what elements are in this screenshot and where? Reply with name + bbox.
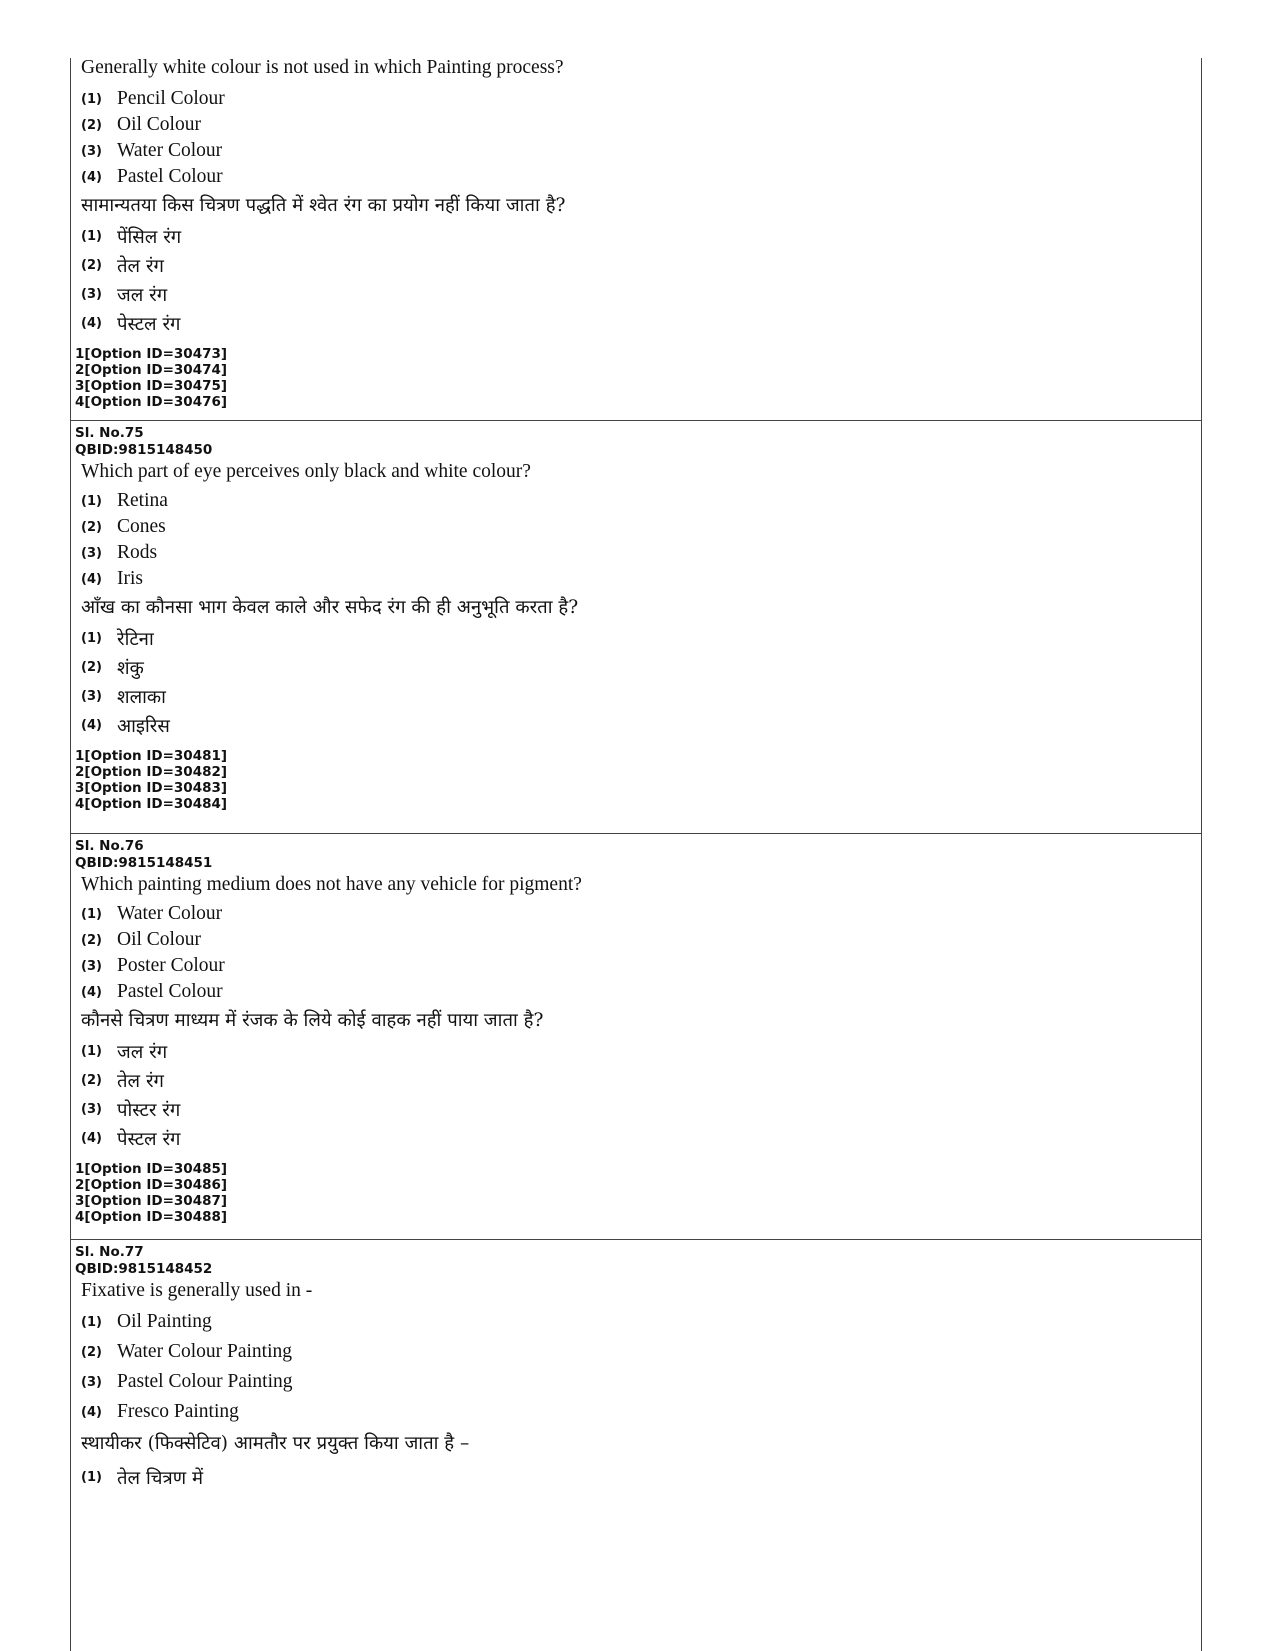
option-number: (4): [81, 571, 102, 587]
option-text: जल रंग: [117, 285, 168, 306]
option-en-3: [81, 1367, 1201, 1397]
option-text: Pastel Colour: [117, 981, 223, 1002]
option-id: 3[Option ID=30475]: [75, 378, 228, 394]
option-hi-2: [81, 1066, 1201, 1095]
option-number: (3): [81, 1374, 102, 1390]
option-text: Poster Colour: [117, 955, 225, 976]
option-id-list: [71, 1161, 1201, 1225]
option-number: (4): [81, 316, 102, 331]
option-text: Rods: [117, 542, 158, 563]
option-en-3: [81, 138, 1201, 164]
option-text: जल रंग: [117, 1042, 168, 1063]
option-hi-2: [81, 653, 1201, 682]
question-text-en: Generally white colour is not used in which Painting process?: [81, 57, 564, 78]
option-en-4: [81, 1397, 1201, 1427]
option-number: (1): [81, 906, 102, 922]
question-divider: [71, 420, 1201, 421]
option-hi-1: [81, 1461, 1201, 1493]
option-number: (1): [81, 1044, 102, 1059]
option-hi-3: [81, 682, 1201, 711]
option-number: (3): [81, 1102, 102, 1117]
option-number: (3): [81, 287, 102, 302]
question-block-75: [71, 425, 1201, 812]
qbid: QBID:9815148450: [75, 441, 213, 458]
question-paper-page: [70, 58, 1202, 1651]
option-text: पेस्टल रंग: [117, 314, 181, 335]
qbid: QBID:9815148451: [75, 854, 213, 871]
option-number: (3): [81, 545, 102, 561]
option-text: Retina: [117, 490, 168, 511]
option-number: (1): [81, 1469, 102, 1485]
option-text: तेल रंग: [117, 1071, 164, 1092]
option-en-3: [81, 540, 1201, 566]
option-en-1: [81, 86, 1201, 112]
option-hi-1: [81, 624, 1201, 653]
option-number: (4): [81, 984, 102, 1000]
option-number: (4): [81, 1404, 102, 1420]
option-id: 4[Option ID=30476]: [75, 394, 228, 410]
serial-number: Sl. No.76: [75, 838, 144, 854]
question-text-hi: आँख का कौनसा भाग केवल काले और सफेद रंग की ही अनुभूति करता है?: [81, 597, 579, 618]
option-id: 1[Option ID=30473]: [75, 346, 228, 362]
option-text: Oil Colour: [117, 929, 201, 950]
option-hi-3: [81, 1095, 1201, 1124]
option-id-list: [71, 748, 1201, 812]
serial-number: Sl. No.77: [75, 1244, 144, 1260]
option-number: (4): [81, 1131, 102, 1146]
option-text: तेल रंग: [117, 256, 164, 277]
question-block-77: [71, 1244, 1201, 1493]
option-en-2: [81, 927, 1201, 953]
option-text: पेंसिल रंग: [117, 227, 182, 248]
option-text: शंकु: [117, 658, 144, 679]
option-id: 1[Option ID=30481]: [75, 748, 228, 764]
option-text: Pencil Colour: [117, 88, 225, 109]
option-id: 3[Option ID=30487]: [75, 1193, 228, 1209]
option-text: Pastel Colour Painting: [117, 1371, 293, 1392]
option-en-4: [81, 979, 1201, 1005]
option-text: Oil Painting: [117, 1311, 212, 1332]
option-number: (2): [81, 932, 102, 948]
option-id: 4[Option ID=30488]: [75, 1209, 228, 1225]
option-number: (3): [81, 958, 102, 974]
option-text: पेस्टल रंग: [117, 1129, 181, 1150]
option-id: 2[Option ID=30474]: [75, 362, 228, 378]
question-block-76: [71, 838, 1201, 1225]
option-number: (2): [81, 117, 102, 133]
option-en-1: [81, 488, 1201, 514]
question-divider: [71, 1239, 1201, 1240]
option-en-3: [81, 953, 1201, 979]
option-number: (3): [81, 143, 102, 159]
option-text: Water Colour: [117, 903, 223, 924]
option-text: तेल चित्रण में: [117, 1467, 204, 1489]
option-text: पोस्टर रंग: [117, 1100, 181, 1121]
option-text: Pastel Colour: [117, 166, 223, 187]
option-hi-2: [81, 251, 1201, 280]
question-text-hi: कौनसे चित्रण माध्यम में रंजक के लिये कोई वाहक नहीं पाया जाता है?: [81, 1010, 544, 1031]
option-number: (2): [81, 1073, 102, 1088]
option-en-1: [81, 901, 1201, 927]
question-text-en: Fixative is generally used in -: [81, 1280, 313, 1301]
option-en-4: [81, 164, 1201, 190]
option-number: (2): [81, 1344, 102, 1360]
option-hi-4: [81, 711, 1201, 740]
question-block-74: [71, 58, 1201, 410]
option-en-2: [81, 1337, 1201, 1367]
option-text: Fresco Painting: [117, 1401, 239, 1422]
option-number: (3): [81, 689, 102, 704]
option-hi-3: [81, 280, 1201, 309]
option-hi-4: [81, 1124, 1201, 1153]
option-text: Water Colour: [117, 140, 223, 161]
option-number: (1): [81, 631, 102, 646]
option-hi-4: [81, 309, 1201, 338]
option-number: (4): [81, 169, 102, 185]
qbid: QBID:9815148452: [75, 1260, 213, 1277]
option-text: रेटिना: [117, 629, 154, 650]
question-text-en: Which painting medium does not have any vehicle for pigment?: [81, 874, 582, 895]
option-id: 2[Option ID=30486]: [75, 1177, 228, 1193]
option-id: 2[Option ID=30482]: [75, 764, 228, 780]
option-en-1: [81, 1307, 1201, 1337]
option-text: Water Colour Painting: [117, 1341, 292, 1362]
option-number: (2): [81, 519, 102, 535]
option-text: Oil Colour: [117, 114, 201, 135]
option-number: (2): [81, 258, 102, 273]
option-text: Iris: [117, 568, 143, 589]
option-id-list: [71, 346, 1201, 410]
option-en-2: [81, 112, 1201, 138]
question-text-hi: स्थायीकर (फिक्सेटिव) आमतौर पर प्रयुक्त किया जाता है –: [81, 1433, 470, 1454]
option-id: 4[Option ID=30484]: [75, 796, 228, 812]
option-id: 3[Option ID=30483]: [75, 780, 228, 796]
option-number: (1): [81, 1314, 102, 1330]
option-hi-1: [81, 222, 1201, 251]
option-en-4: [81, 566, 1201, 592]
option-text: Cones: [117, 516, 166, 537]
option-id: 1[Option ID=30485]: [75, 1161, 228, 1177]
option-en-2: [81, 514, 1201, 540]
option-number: (4): [81, 718, 102, 733]
option-number: (2): [81, 660, 102, 675]
option-number: (1): [81, 493, 102, 509]
option-hi-1: [81, 1037, 1201, 1066]
serial-number: Sl. No.75: [75, 425, 144, 441]
question-text-en: Which part of eye perceives only black and white colour?: [81, 461, 531, 482]
option-number: (1): [81, 229, 102, 244]
question-divider: [71, 833, 1201, 834]
option-text: आइरिस: [117, 716, 170, 737]
question-text-hi: सामान्यतया किस चित्रण पद्धति में श्वेत रंग का प्रयोग नहीं किया जाता है?: [81, 195, 566, 216]
option-text: शलाका: [117, 687, 166, 708]
option-number: (1): [81, 91, 102, 107]
